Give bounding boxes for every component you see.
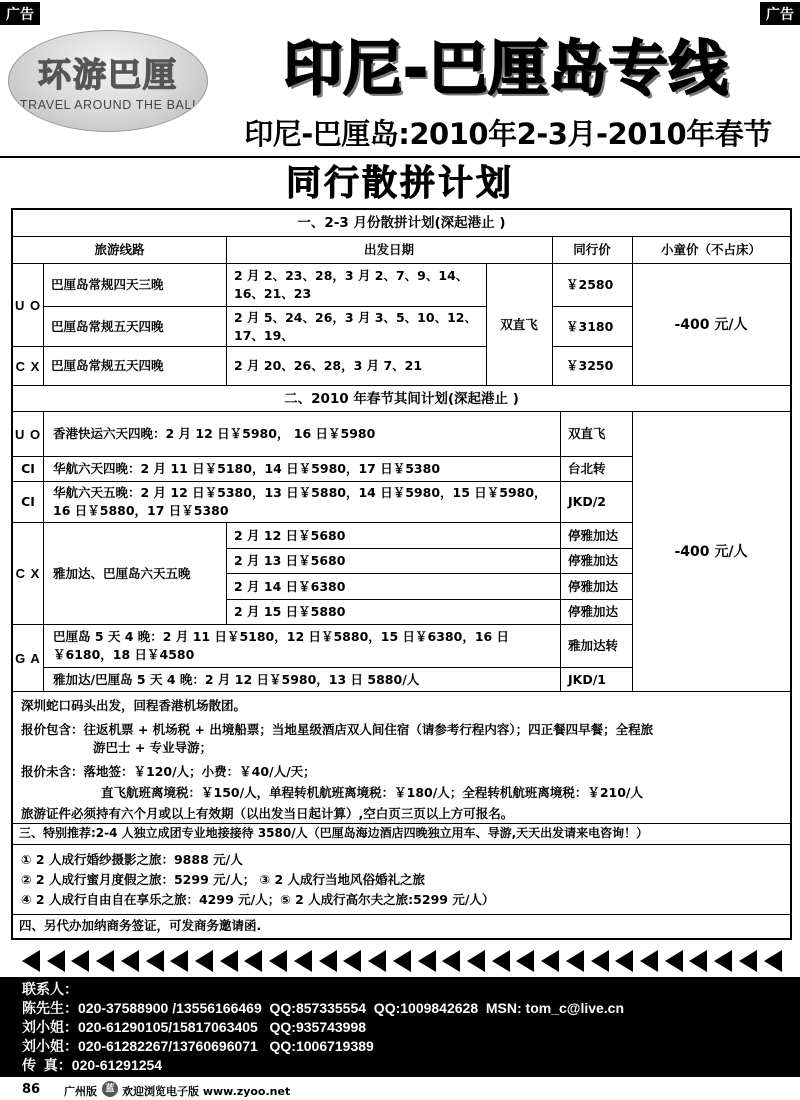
left-arrow-icon: [319, 950, 337, 972]
child-price: -400 元/人: [674, 543, 748, 560]
left-arrow-icon: [121, 950, 139, 972]
page-footer: [0, 1078, 800, 1100]
logo-text-en: TRAVEL AROUND THE BALI: [19, 98, 197, 112]
left-arrow-icon: [47, 950, 65, 972]
header-child-price: 小童价（不占床）: [660, 242, 761, 257]
arrow-divider: [22, 950, 782, 974]
page-title: 印尼-巴厘岛专线: [283, 34, 729, 103]
header-price: 同行价: [573, 242, 611, 257]
tour-note: 双直飞: [568, 426, 606, 441]
left-arrow-icon: [393, 950, 411, 972]
itinerary-table: [11, 208, 792, 940]
left-arrow-icon: [467, 950, 485, 972]
left-arrow-icon: [566, 950, 584, 972]
airline-uo: U O: [14, 426, 42, 442]
dates-cell: 2 月 20、26、28，3 月 7、21: [234, 358, 423, 373]
left-arrow-icon: [368, 950, 386, 972]
left-arrow-icon: [96, 950, 114, 972]
note-taxes: 直飞航班离境税：￥150/人，单程转机航班离境税：￥180/人；全程转机航班离境税：￥210/人: [101, 785, 643, 800]
left-arrow-icon: [220, 950, 238, 972]
left-arrow-icon: [294, 950, 312, 972]
dates-cell: 2 月 2、23、28，3 月 2、7、9、14、16、21、23: [234, 268, 469, 301]
contact-fax: 传 真：020-61291254: [22, 1057, 163, 1073]
package-item: ② 2 人成行蜜月度假之旅：5299 元/人； ③ 2 人成行当地风俗婚礼之旅: [21, 872, 426, 887]
left-arrow-icon: [22, 950, 40, 972]
left-arrow-icon: [739, 950, 757, 972]
left-arrow-icon: [541, 950, 559, 972]
contact-block: [0, 977, 800, 1077]
edition-label: 广州版: [64, 1085, 97, 1098]
route-cell: 巴厘岛常规五天四晚: [51, 318, 164, 334]
tour-note: 停雅加达: [568, 578, 619, 594]
tour-note: JKD/2: [568, 494, 606, 509]
flight-type: 双直飞: [500, 316, 538, 332]
contact-heading: 联系人：: [22, 981, 78, 997]
logo-text-cn: 环游巴厘: [38, 55, 178, 94]
left-arrow-icon: [418, 950, 436, 972]
route-cell: 巴厘岛常规四天三晚: [51, 277, 164, 292]
route-cell: 雅加达、巴厘岛六天五晚: [53, 565, 191, 581]
airline-uo: U O: [14, 297, 42, 313]
airline-cx: C X: [15, 358, 41, 374]
note-passport: 旅游证件必须持有六个月或以上有效期（以出发当日起计算）,空白页三页以上方可报名。: [21, 806, 514, 821]
package-item: ④ 2 人成行自由自在享乐之旅：4299 元/人；⑤ 2 人成行高尔夫之旅:5299 元/人）: [21, 892, 495, 907]
edition-badge-icon: 蓝: [102, 1081, 118, 1097]
price-cell: ￥3250: [566, 358, 614, 373]
page-subtitle: 印尼-巴厘岛:2010年2-3月-2010年春节: [244, 117, 772, 151]
note-excludes: 报价未含：落地签：￥120/人；小费：￥40/人/天；: [21, 764, 316, 779]
ad-label-right: 广告: [760, 2, 800, 25]
header-route: 旅游线路: [94, 242, 145, 257]
header-dates: 出发日期: [363, 242, 414, 257]
left-arrow-icon: [714, 950, 732, 972]
tour-row: 华航六天五晚：2 月 12 日￥5380，13 日￥5880，14 日￥5980，15 日￥5980，16 日￥5880，17 日￥5380: [53, 485, 547, 518]
tour-note: 停雅加达: [568, 553, 619, 568]
package-item: ① 2 人成行婚纱摄影之旅：9888 元/人: [21, 852, 243, 867]
website-link[interactable]: 欢迎浏览电子版 www.zyoo.net: [122, 1085, 291, 1098]
section1-heading: 一、2-3 月份散拼计划(深起港止 ): [297, 215, 506, 231]
note-includes: 报价包含：往返机票 + 机场税 + 出境船票；当地星级酒店双人间住宿（请参考行程内容）；四正餐四早餐；全程旅: [21, 722, 654, 737]
airline-ga: G A: [15, 650, 41, 666]
left-arrow-icon: [591, 950, 609, 972]
left-arrow-icon: [146, 950, 164, 972]
left-arrow-icon: [665, 950, 683, 972]
tour-note: 台北转: [568, 461, 606, 476]
tour-note: JKD/1: [568, 671, 606, 687]
header: [0, 0, 800, 158]
left-arrow-icon: [764, 950, 782, 972]
date-price-cell: 2 月 14 日￥6380: [234, 578, 346, 594]
child-price: -400 元/人: [674, 316, 748, 333]
note-includes-cont: 游巴士 + 专业导游；: [93, 740, 213, 755]
plan-title: 同行散拼计划: [285, 164, 514, 204]
airline-ci: CI: [21, 494, 35, 509]
special-offer: 三、特别推荐:2-4 人独立成团专业地接接待 3580/人（巴厘岛海边酒店四晚独立用车、导游,天天出发请来电咨询！）: [19, 826, 649, 840]
left-arrow-icon: [195, 950, 213, 972]
tour-note: 停雅加达: [568, 604, 619, 619]
left-arrow-icon: [343, 950, 361, 972]
tour-row: 华航六天四晚：2 月 11 日￥5180，14 日￥5980，17 日￥5380: [53, 461, 441, 476]
tour-row: 香港快运六天四晚：2 月 12 日￥5980， 16 日￥5980: [53, 426, 376, 441]
airline-cx: C X: [15, 566, 41, 581]
contact-line: 陈先生：020-37588900 /13556166469 QQ:857335554 QQ:1009842628 MSN: tom_c@live.cn: [22, 1000, 625, 1016]
left-arrow-icon: [492, 950, 510, 972]
left-arrow-icon: [170, 950, 188, 972]
left-arrow-icon: [640, 950, 658, 972]
left-arrow-icon: [244, 950, 262, 972]
left-arrow-icon: [71, 950, 89, 972]
tour-note: 停雅加达: [568, 527, 619, 543]
date-price-cell: 2 月 13 日￥5680: [234, 553, 346, 568]
contact-line: 刘小姐：020-61282267/13760696071 QQ:1006719389: [22, 1038, 374, 1054]
tour-row: 巴厘岛 5 天 4 晚：2 月 11 日￥5180，12 日￥5880，15 日￥6380，16 日￥6180，18 日￥4580: [53, 629, 510, 662]
price-cell: ￥3180: [566, 318, 614, 334]
ad-label-left: 广告: [0, 2, 40, 25]
left-arrow-icon: [442, 950, 460, 972]
section2-heading: 二、2010 年春节其间计划(深起港止 ): [284, 390, 519, 407]
left-arrow-icon: [516, 950, 534, 972]
contact-line: 刘小姐：020-61290105/15817063405 QQ:935743998: [22, 1019, 367, 1035]
date-price-cell: 2 月 15 日￥5880: [234, 604, 346, 619]
date-price-cell: 2 月 12 日￥5680: [234, 527, 346, 543]
dates-cell: 2 月 5、24、26，3 月 3、5、10、12、17、19、: [234, 309, 477, 343]
tour-row: 雅加达/巴厘岛 5 天 4 晚：2 月 12 日￥5980，13 日 5880/人: [53, 671, 420, 687]
logo: [8, 30, 208, 132]
left-arrow-icon: [269, 950, 287, 972]
airline-ci: CI: [21, 461, 35, 476]
price-cell: ￥2580: [566, 277, 614, 292]
visa-note: 四、另代办加纳商务签证，可发商务邀请函.: [19, 918, 262, 933]
note-departure: 深圳蛇口码头出发，回程香港机场散团。: [21, 698, 247, 713]
page-number: 86: [22, 1082, 41, 1097]
left-arrow-icon: [689, 950, 707, 972]
left-arrow-icon: [615, 950, 633, 972]
tour-note: 雅加达转: [568, 638, 619, 653]
route-cell: 巴厘岛常规五天四晚: [51, 358, 164, 373]
